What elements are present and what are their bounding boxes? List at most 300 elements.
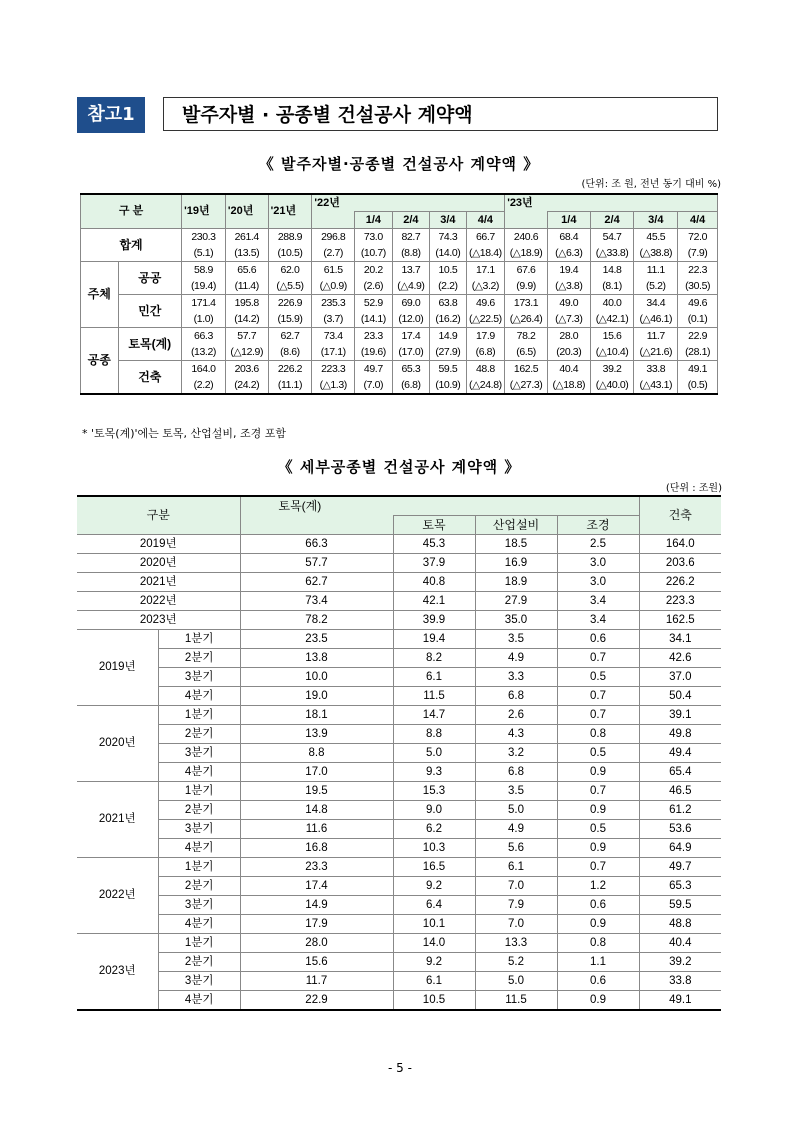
value-cell: 226.2 <box>639 573 721 592</box>
value-cell: 78.2 <box>505 328 548 345</box>
annual-row <box>77 535 721 554</box>
value-cell: 9.3 <box>393 763 475 782</box>
percent-cell: (△0.9) <box>312 278 355 295</box>
value-cell: 13.8 <box>240 649 393 668</box>
percent-cell: (△18.4) <box>466 245 505 262</box>
footnote: * '토목(계)'에는 토목, 산업설비, 조경 포함 <box>82 427 286 440</box>
header-blank <box>312 212 355 229</box>
value-cell: 34.4 <box>634 295 678 312</box>
quarter-label: 4분기 <box>158 991 240 1011</box>
value-cell: 49.0 <box>547 295 590 312</box>
quarter-label: 1분기 <box>158 630 240 649</box>
value-cell: 0.9 <box>557 991 639 1011</box>
percent-cell: (20.3) <box>547 344 590 361</box>
percent-cell: (8.6) <box>268 344 312 361</box>
value-cell: 0.5 <box>557 744 639 763</box>
table1-title: 《 발주자별·공종별 건설공사 계약액 》 <box>258 155 540 173</box>
value-cell: 11.1 <box>634 262 678 279</box>
header-blank <box>505 212 548 229</box>
value-cell: 20.2 <box>355 262 393 279</box>
value-cell: 5.0 <box>475 972 557 991</box>
value-cell: 15.3 <box>393 782 475 801</box>
value-cell: 1.2 <box>557 877 639 896</box>
value-cell: 23.3 <box>355 328 393 345</box>
value-cell: 18.1 <box>240 706 393 725</box>
page-header <box>77 97 718 133</box>
quarter-row <box>77 706 721 725</box>
percent-cell: (△12.9) <box>225 344 268 361</box>
value-cell: 10.3 <box>393 839 475 858</box>
percent-cell: (△43.1) <box>634 377 678 394</box>
row-label: 토목(계) <box>118 328 182 361</box>
header-quarter: 2/4 <box>590 212 634 229</box>
value-cell: 14.8 <box>240 801 393 820</box>
value-cell: 16.5 <box>393 858 475 877</box>
value-cell: 49.7 <box>639 858 721 877</box>
value-cell: 6.1 <box>393 972 475 991</box>
percent-cell: (14.0) <box>430 245 466 262</box>
percent-cell: (6.5) <box>505 344 548 361</box>
quarter-row <box>77 839 721 858</box>
percent-cell: (1.0) <box>182 311 226 328</box>
quarter-row <box>77 744 721 763</box>
percent-cell: (2.2) <box>430 278 466 295</box>
value-cell: 9.2 <box>393 953 475 972</box>
value-cell: 15.6 <box>590 328 634 345</box>
quarter-label: 3분기 <box>158 896 240 915</box>
value-cell: 49.1 <box>639 991 721 1011</box>
reference-badge: 참고1 <box>77 97 145 133</box>
value-cell: 23.3 <box>240 858 393 877</box>
value-cell: 28.0 <box>547 328 590 345</box>
value-cell: 35.0 <box>475 611 557 630</box>
quarter-label: 2분기 <box>158 953 240 972</box>
percent-cell: (△3.8) <box>547 278 590 295</box>
value-cell: 203.6 <box>225 361 268 378</box>
percent-cell: (8.8) <box>392 245 430 262</box>
table-row <box>81 361 718 378</box>
value-cell: 8.8 <box>393 725 475 744</box>
percent-cell: (28.1) <box>678 344 718 361</box>
row-label: 건축 <box>118 361 182 395</box>
value-cell: 37.0 <box>639 668 721 687</box>
value-cell: 15.6 <box>240 953 393 972</box>
value-cell: 226.2 <box>268 361 312 378</box>
value-cell: 52.9 <box>355 295 393 312</box>
percent-cell: (13.2) <box>182 344 226 361</box>
percent-cell: (△27.3) <box>505 377 548 394</box>
value-cell: 48.8 <box>639 915 721 934</box>
value-cell: 63.8 <box>430 295 466 312</box>
value-cell: 10.0 <box>240 668 393 687</box>
value-cell: 17.4 <box>240 877 393 896</box>
annual-row <box>77 592 721 611</box>
percent-cell: (5.2) <box>634 278 678 295</box>
percent-cell: (30.5) <box>678 278 718 295</box>
value-cell: 6.4 <box>393 896 475 915</box>
value-cell: 6.1 <box>475 858 557 877</box>
percent-cell: (2.6) <box>355 278 393 295</box>
value-cell: 40.4 <box>547 361 590 378</box>
value-cell: 40.8 <box>393 573 475 592</box>
quarter-row <box>77 896 721 915</box>
table-row <box>81 328 718 345</box>
header-quarter: 2/4 <box>392 212 430 229</box>
value-cell: 16.8 <box>240 839 393 858</box>
percent-cell: (10.5) <box>268 245 312 262</box>
value-cell: 46.5 <box>639 782 721 801</box>
value-cell: 40.4 <box>639 934 721 953</box>
header-row <box>77 496 721 516</box>
quarter-row <box>77 649 721 668</box>
value-cell: 22.9 <box>240 991 393 1011</box>
value-cell: 6.1 <box>393 668 475 687</box>
quarter-label: 4분기 <box>158 915 240 934</box>
percent-cell: (△46.1) <box>634 311 678 328</box>
value-cell: 0.6 <box>557 896 639 915</box>
value-cell: 28.0 <box>240 934 393 953</box>
percent-cell: (27.9) <box>430 344 466 361</box>
value-cell: 22.9 <box>678 328 718 345</box>
value-cell: 48.8 <box>466 361 505 378</box>
quarter-row <box>77 972 721 991</box>
quarter-row <box>77 991 721 1011</box>
percent-cell: (24.2) <box>225 377 268 394</box>
value-cell: 288.9 <box>268 229 312 246</box>
quarter-label: 4분기 <box>158 687 240 706</box>
page-number: - 5 - <box>388 1061 412 1075</box>
percent-cell: (7.9) <box>678 245 718 262</box>
value-cell: 7.0 <box>475 915 557 934</box>
value-cell: 61.5 <box>312 262 355 279</box>
value-cell: 10.5 <box>430 262 466 279</box>
percent-cell: (0.5) <box>678 377 718 394</box>
value-cell: 173.1 <box>505 295 548 312</box>
value-cell: 7.9 <box>475 896 557 915</box>
row-label: 공공 <box>118 262 182 295</box>
row-label: 합계 <box>81 229 182 262</box>
percent-cell: (△18.8) <box>547 377 590 394</box>
value-cell: 68.4 <box>547 229 590 246</box>
percent-cell: (△7.3) <box>547 311 590 328</box>
value-cell: 6.2 <box>393 820 475 839</box>
header-quarter: 1/4 <box>547 212 590 229</box>
value-cell: 164.0 <box>639 535 721 554</box>
annual-row <box>77 573 721 592</box>
value-cell: 73.4 <box>312 328 355 345</box>
value-cell: 11.7 <box>634 328 678 345</box>
value-cell: 3.0 <box>557 554 639 573</box>
percent-cell: (△5.5) <box>268 278 312 295</box>
percent-cell: (12.0) <box>392 311 430 328</box>
header-blank <box>240 516 393 535</box>
value-cell: 50.4 <box>639 687 721 706</box>
quarter-row <box>77 953 721 972</box>
value-cell: 8.8 <box>240 744 393 763</box>
value-cell: 1.1 <box>557 953 639 972</box>
value-cell: 8.2 <box>393 649 475 668</box>
contract-by-client-table <box>80 193 718 395</box>
value-cell: 49.6 <box>678 295 718 312</box>
value-cell: 19.4 <box>547 262 590 279</box>
value-cell: 0.7 <box>557 782 639 801</box>
header-civil: 토목 <box>393 516 475 535</box>
percent-cell: (0.1) <box>678 311 718 328</box>
percent-cell: (14.1) <box>355 311 393 328</box>
value-cell: 162.5 <box>639 611 721 630</box>
quarter-row <box>77 687 721 706</box>
year-label: 2022년 <box>77 858 158 934</box>
quarter-label: 3분기 <box>158 668 240 687</box>
value-cell: 0.7 <box>557 858 639 877</box>
quarter-row <box>77 820 721 839</box>
year-label: 2019년 <box>77 535 240 554</box>
value-cell: 39.2 <box>590 361 634 378</box>
value-cell: 223.3 <box>312 361 355 378</box>
table-row <box>81 295 718 312</box>
value-cell: 203.6 <box>639 554 721 573</box>
table2-unit: (단위 : 조원) <box>665 483 722 494</box>
value-cell: 34.1 <box>639 630 721 649</box>
table1-unit: (단위: 조 원, 전년 동기 대비 %) <box>581 179 721 190</box>
quarter-row <box>77 763 721 782</box>
value-cell: 13.9 <box>240 725 393 744</box>
annual-row <box>77 554 721 573</box>
header-quarter: 3/4 <box>634 212 678 229</box>
value-cell: 5.6 <box>475 839 557 858</box>
value-cell: 62.0 <box>268 262 312 279</box>
percent-cell: (19.4) <box>182 278 226 295</box>
percent-cell: (△4.9) <box>392 278 430 295</box>
value-cell: 57.7 <box>240 554 393 573</box>
percent-cell: (17.1) <box>312 344 355 361</box>
value-cell: 17.1 <box>466 262 505 279</box>
group-label: 주체 <box>81 262 119 328</box>
value-cell: 17.9 <box>466 328 505 345</box>
value-cell: 171.4 <box>182 295 226 312</box>
percent-cell: (△18.9) <box>505 245 548 262</box>
year-label: 2021년 <box>77 573 240 592</box>
value-cell: 9.0 <box>393 801 475 820</box>
quarter-label: 2분기 <box>158 801 240 820</box>
percent-cell: (7.0) <box>355 377 393 394</box>
quarter-row <box>77 668 721 687</box>
year-label: 2023년 <box>77 611 240 630</box>
value-cell: 69.0 <box>392 295 430 312</box>
value-cell: 13.7 <box>392 262 430 279</box>
value-cell: 0.6 <box>557 972 639 991</box>
page-title: 발주자별 · 공종별 건설공사 계약액 <box>163 97 718 131</box>
value-cell: 13.3 <box>475 934 557 953</box>
value-cell: 0.7 <box>557 649 639 668</box>
value-cell: 33.8 <box>639 972 721 991</box>
value-cell: 3.2 <box>475 744 557 763</box>
value-cell: 65.3 <box>392 361 430 378</box>
value-cell: 5.0 <box>393 744 475 763</box>
value-cell: 65.3 <box>639 877 721 896</box>
percent-cell: (15.9) <box>268 311 312 328</box>
quarter-row <box>77 915 721 934</box>
percent-cell: (11.4) <box>225 278 268 295</box>
value-cell: 65.4 <box>639 763 721 782</box>
value-cell: 5.2 <box>475 953 557 972</box>
quarter-label: 2분기 <box>158 725 240 744</box>
value-cell: 16.9 <box>475 554 557 573</box>
value-cell: 58.9 <box>182 262 226 279</box>
value-cell: 54.7 <box>590 229 634 246</box>
header-civil-total: 토목(계) <box>240 496 639 516</box>
annual-row <box>77 611 721 630</box>
quarter-label: 2분기 <box>158 877 240 896</box>
value-cell: 0.7 <box>557 687 639 706</box>
percent-cell: (10.7) <box>355 245 393 262</box>
percent-cell: (17.0) <box>392 344 430 361</box>
header-year: '20년 <box>225 194 268 229</box>
quarter-label: 1분기 <box>158 858 240 877</box>
header-year: '23년 <box>505 194 718 212</box>
value-cell: 19.0 <box>240 687 393 706</box>
percent-cell: (9.9) <box>505 278 548 295</box>
value-cell: 3.3 <box>475 668 557 687</box>
value-cell: 23.5 <box>240 630 393 649</box>
value-cell: 37.9 <box>393 554 475 573</box>
value-cell: 64.9 <box>639 839 721 858</box>
value-cell: 4.9 <box>475 649 557 668</box>
percent-cell: (△10.4) <box>590 344 634 361</box>
year-label: 2021년 <box>77 782 158 858</box>
value-cell: 14.7 <box>393 706 475 725</box>
value-cell: 42.1 <box>393 592 475 611</box>
value-cell: 49.1 <box>678 361 718 378</box>
value-cell: 0.6 <box>557 630 639 649</box>
value-cell: 6.8 <box>475 687 557 706</box>
value-cell: 66.3 <box>240 535 393 554</box>
value-cell: 53.6 <box>639 820 721 839</box>
value-cell: 11.5 <box>393 687 475 706</box>
value-cell: 78.2 <box>240 611 393 630</box>
value-cell: 14.9 <box>430 328 466 345</box>
value-cell: 74.3 <box>430 229 466 246</box>
value-cell: 240.6 <box>505 229 548 246</box>
value-cell: 3.5 <box>475 630 557 649</box>
percent-cell: (△21.6) <box>634 344 678 361</box>
percent-cell: (△6.3) <box>547 245 590 262</box>
percent-cell: (△24.8) <box>466 377 505 394</box>
percent-cell: (13.5) <box>225 245 268 262</box>
value-cell: 0.8 <box>557 934 639 953</box>
value-cell: 0.8 <box>557 725 639 744</box>
value-cell: 10.5 <box>393 991 475 1011</box>
percent-cell: (10.9) <box>430 377 466 394</box>
value-cell: 11.7 <box>240 972 393 991</box>
quarter-row <box>77 858 721 877</box>
percent-cell: (△38.8) <box>634 245 678 262</box>
value-cell: 61.2 <box>639 801 721 820</box>
table-row <box>81 262 718 279</box>
value-cell: 4.3 <box>475 725 557 744</box>
percent-cell: (△40.0) <box>590 377 634 394</box>
quarter-label: 1분기 <box>158 706 240 725</box>
value-cell: 57.7 <box>225 328 268 345</box>
value-cell: 0.9 <box>557 915 639 934</box>
value-cell: 3.0 <box>557 573 639 592</box>
value-cell: 49.4 <box>639 744 721 763</box>
percent-cell: (8.1) <box>590 278 634 295</box>
header-year: '21년 <box>268 194 312 229</box>
value-cell: 65.6 <box>225 262 268 279</box>
value-cell: 162.5 <box>505 361 548 378</box>
value-cell: 10.1 <box>393 915 475 934</box>
year-label: 2020년 <box>77 554 240 573</box>
value-cell: 27.9 <box>475 592 557 611</box>
value-cell: 19.4 <box>393 630 475 649</box>
value-cell: 164.0 <box>182 361 226 378</box>
percent-cell: (11.1) <box>268 377 312 394</box>
value-cell: 14.0 <box>393 934 475 953</box>
value-cell: 3.5 <box>475 782 557 801</box>
value-cell: 45.3 <box>393 535 475 554</box>
value-cell: 14.8 <box>590 262 634 279</box>
quarter-label: 1분기 <box>158 782 240 801</box>
table2-title: 《 세부공종별 건설공사 계약액 》 <box>277 458 521 476</box>
header-plant: 산업설비 <box>475 516 557 535</box>
value-cell: 45.5 <box>634 229 678 246</box>
value-cell: 2.5 <box>557 535 639 554</box>
quarter-row <box>77 630 721 649</box>
value-cell: 73.4 <box>240 592 393 611</box>
percent-cell: (6.8) <box>466 344 505 361</box>
percent-cell: (△42.1) <box>590 311 634 328</box>
value-cell: 11.6 <box>240 820 393 839</box>
quarter-label: 2분기 <box>158 649 240 668</box>
percent-cell: (5.1) <box>182 245 226 262</box>
percent-cell: (2.7) <box>312 245 355 262</box>
value-cell: 66.3 <box>182 328 226 345</box>
value-cell: 7.0 <box>475 877 557 896</box>
value-cell: 195.8 <box>225 295 268 312</box>
percent-cell: (2.2) <box>182 377 226 394</box>
value-cell: 49.8 <box>639 725 721 744</box>
value-cell: 39.1 <box>639 706 721 725</box>
percent-cell: (△33.8) <box>590 245 634 262</box>
value-cell: 0.9 <box>557 763 639 782</box>
header-quarter: 4/4 <box>466 212 505 229</box>
header-quarter: 1/4 <box>355 212 393 229</box>
value-cell: 0.9 <box>557 801 639 820</box>
value-cell: 22.3 <box>678 262 718 279</box>
value-cell: 18.5 <box>475 535 557 554</box>
year-label: 2020년 <box>77 706 158 782</box>
percent-cell: (△3.2) <box>466 278 505 295</box>
value-cell: 19.5 <box>240 782 393 801</box>
percent-cell: (19.6) <box>355 344 393 361</box>
value-cell: 72.0 <box>678 229 718 246</box>
year-label: 2019년 <box>77 630 158 706</box>
value-cell: 0.5 <box>557 668 639 687</box>
value-cell: 0.7 <box>557 706 639 725</box>
row-label: 민간 <box>118 295 182 328</box>
value-cell: 14.9 <box>240 896 393 915</box>
value-cell: 4.9 <box>475 820 557 839</box>
value-cell: 296.8 <box>312 229 355 246</box>
value-cell: 230.3 <box>182 229 226 246</box>
quarter-label: 1분기 <box>158 934 240 953</box>
header-gubun: 구분 <box>77 496 240 535</box>
value-cell: 49.6 <box>466 295 505 312</box>
value-cell: 18.9 <box>475 573 557 592</box>
percent-cell: (△22.5) <box>466 311 505 328</box>
percent-cell: (6.8) <box>392 377 430 394</box>
